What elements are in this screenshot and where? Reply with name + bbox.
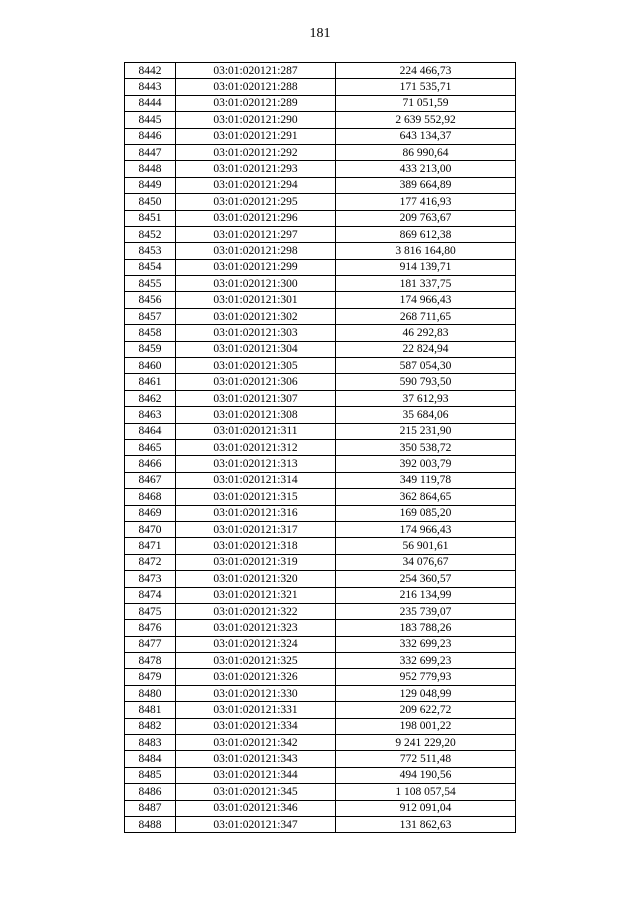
table-row <box>125 653 516 669</box>
table-row <box>125 816 516 832</box>
table-body <box>125 63 516 833</box>
cadastral-value-cell: 56 901,61 <box>336 538 516 554</box>
row-number-cell: 8466 <box>125 456 176 472</box>
cadastral-number-cell: 03:01:020121:326 <box>176 669 336 685</box>
cadastral-value-cell: 268 711,65 <box>336 308 516 324</box>
table-row <box>125 210 516 226</box>
row-number-cell: 8483 <box>125 735 176 751</box>
cadastral-value-cell: 1 108 057,54 <box>336 784 516 800</box>
cadastral-number-cell: 03:01:020121:314 <box>176 472 336 488</box>
row-number-cell: 8442 <box>125 63 176 79</box>
row-number-cell: 8445 <box>125 112 176 128</box>
cadastral-number-cell: 03:01:020121:291 <box>176 128 336 144</box>
row-number-cell: 8468 <box>125 489 176 505</box>
row-number-cell: 8450 <box>125 194 176 210</box>
cadastral-value-cell: 22 824,94 <box>336 341 516 357</box>
row-number-cell: 8464 <box>125 423 176 439</box>
table-row <box>125 784 516 800</box>
cadastral-number-cell: 03:01:020121:299 <box>176 259 336 275</box>
table-row <box>125 718 516 734</box>
row-number-cell: 8463 <box>125 407 176 423</box>
cadastral-number-cell: 03:01:020121:300 <box>176 276 336 292</box>
cadastral-value-cell: 235 739,07 <box>336 603 516 619</box>
cadastral-number-cell: 03:01:020121:315 <box>176 489 336 505</box>
row-number-cell: 8470 <box>125 521 176 537</box>
row-number-cell: 8488 <box>125 816 176 832</box>
table-row <box>125 505 516 521</box>
cadastral-value-cell: 587 054,30 <box>336 358 516 374</box>
table-row <box>125 685 516 701</box>
row-number-cell: 8457 <box>125 308 176 324</box>
cadastral-value-cell: 349 119,78 <box>336 472 516 488</box>
row-number-cell: 8456 <box>125 292 176 308</box>
cadastral-value-cell: 131 862,63 <box>336 816 516 832</box>
cadastral-number-cell: 03:01:020121:303 <box>176 325 336 341</box>
cadastral-value-cell: 590 793,50 <box>336 374 516 390</box>
table-row <box>125 735 516 751</box>
cadastral-number-cell: 03:01:020121:296 <box>176 210 336 226</box>
cadastral-number-cell: 03:01:020121:323 <box>176 620 336 636</box>
row-number-cell: 8481 <box>125 702 176 718</box>
cadastral-number-cell: 03:01:020121:313 <box>176 456 336 472</box>
table-row <box>125 800 516 816</box>
table-row <box>125 538 516 554</box>
cadastral-number-cell: 03:01:020121:306 <box>176 374 336 390</box>
cadastral-value-cell: 869 612,38 <box>336 226 516 242</box>
table-row <box>125 161 516 177</box>
row-number-cell: 8444 <box>125 95 176 111</box>
row-number-cell: 8482 <box>125 718 176 734</box>
cadastral-number-cell: 03:01:020121:324 <box>176 636 336 652</box>
cadastral-value-cell: 209 763,67 <box>336 210 516 226</box>
cadastral-number-cell: 03:01:020121:304 <box>176 341 336 357</box>
cadastral-value-cell: 254 360,57 <box>336 571 516 587</box>
table-row <box>125 390 516 406</box>
row-number-cell: 8484 <box>125 751 176 767</box>
table-row <box>125 489 516 505</box>
cadastral-value-cell: 174 966,43 <box>336 521 516 537</box>
cadastral-number-cell: 03:01:020121:307 <box>176 390 336 406</box>
cadastral-number-cell: 03:01:020121:288 <box>176 79 336 95</box>
table-row <box>125 341 516 357</box>
row-number-cell: 8485 <box>125 767 176 783</box>
cadastral-value-cell: 3 816 164,80 <box>336 243 516 259</box>
cadastral-number-cell: 03:01:020121:334 <box>176 718 336 734</box>
cadastral-number-cell: 03:01:020121:295 <box>176 194 336 210</box>
cadastral-number-cell: 03:01:020121:289 <box>176 95 336 111</box>
table-row <box>125 292 516 308</box>
cadastral-value-cell: 177 416,93 <box>336 194 516 210</box>
table-row <box>125 521 516 537</box>
cadastral-value-cell: 224 466,73 <box>336 63 516 79</box>
table-row <box>125 95 516 111</box>
cadastral-number-cell: 03:01:020121:293 <box>176 161 336 177</box>
row-number-cell: 8461 <box>125 374 176 390</box>
cadastral-value-cell: 209 622,72 <box>336 702 516 718</box>
row-number-cell: 8478 <box>125 653 176 669</box>
table-row <box>125 243 516 259</box>
row-number-cell: 8479 <box>125 669 176 685</box>
cadastral-number-cell: 03:01:020121:330 <box>176 685 336 701</box>
cadastral-value-cell: 332 699,23 <box>336 636 516 652</box>
row-number-cell: 8477 <box>125 636 176 652</box>
cadastral-value-cell: 643 134,37 <box>336 128 516 144</box>
cadastral-number-cell: 03:01:020121:316 <box>176 505 336 521</box>
cadastral-number-cell: 03:01:020121:302 <box>176 308 336 324</box>
row-number-cell: 8449 <box>125 177 176 193</box>
cadastral-number-cell: 03:01:020121:319 <box>176 554 336 570</box>
row-number-cell: 8452 <box>125 226 176 242</box>
table-row <box>125 456 516 472</box>
cadastral-value-cell: 332 699,23 <box>336 653 516 669</box>
table-row <box>125 571 516 587</box>
table-row <box>125 669 516 685</box>
table-row <box>125 308 516 324</box>
row-number-cell: 8469 <box>125 505 176 521</box>
table-row <box>125 587 516 603</box>
cadastral-number-cell: 03:01:020121:312 <box>176 439 336 455</box>
cadastral-number-cell: 03:01:020121:325 <box>176 653 336 669</box>
table-row <box>125 702 516 718</box>
row-number-cell: 8472 <box>125 554 176 570</box>
row-number-cell: 8454 <box>125 259 176 275</box>
cadastral-value-cell: 2 639 552,92 <box>336 112 516 128</box>
cadastral-value-cell: 215 231,90 <box>336 423 516 439</box>
cadastral-number-cell: 03:01:020121:318 <box>176 538 336 554</box>
row-number-cell: 8458 <box>125 325 176 341</box>
row-number-cell: 8460 <box>125 358 176 374</box>
page-number: 181 <box>309 26 331 41</box>
row-number-cell: 8446 <box>125 128 176 144</box>
table-row <box>125 620 516 636</box>
row-number-cell: 8476 <box>125 620 176 636</box>
table-row <box>125 128 516 144</box>
cadastral-number-cell: 03:01:020121:297 <box>176 226 336 242</box>
cadastral-number-cell: 03:01:020121:305 <box>176 358 336 374</box>
table-row <box>125 358 516 374</box>
table-row <box>125 259 516 275</box>
table-row <box>125 407 516 423</box>
cadastral-value-cell: 46 292,83 <box>336 325 516 341</box>
table-row <box>125 423 516 439</box>
cadastral-number-cell: 03:01:020121:346 <box>176 800 336 816</box>
cadastral-number-cell: 03:01:020121:298 <box>176 243 336 259</box>
table-row <box>125 112 516 128</box>
cadastral-value-cell: 952 779,93 <box>336 669 516 685</box>
table-row <box>125 177 516 193</box>
row-number-cell: 8447 <box>125 144 176 160</box>
cadastral-value-cell: 34 076,67 <box>336 554 516 570</box>
cadastral-value-cell: 350 538,72 <box>336 439 516 455</box>
cadastral-number-cell: 03:01:020121:344 <box>176 767 336 783</box>
row-number-cell: 8443 <box>125 79 176 95</box>
cadastral-value-cell: 914 139,71 <box>336 259 516 275</box>
cadastral-number-cell: 03:01:020121:292 <box>176 144 336 160</box>
table-row <box>125 144 516 160</box>
cadastral-value-cell: 86 990,64 <box>336 144 516 160</box>
table-row <box>125 472 516 488</box>
cadastral-value-cell: 494 190,56 <box>336 767 516 783</box>
cadastral-value-cell: 198 001,22 <box>336 718 516 734</box>
cadastral-number-cell: 03:01:020121:301 <box>176 292 336 308</box>
table-row <box>125 636 516 652</box>
cadastral-number-cell: 03:01:020121:342 <box>176 735 336 751</box>
row-number-cell: 8451 <box>125 210 176 226</box>
row-number-cell: 8480 <box>125 685 176 701</box>
row-number-cell: 8471 <box>125 538 176 554</box>
cadastral-value-cell: 216 134,99 <box>336 587 516 603</box>
table-row <box>125 767 516 783</box>
row-number-cell: 8465 <box>125 439 176 455</box>
cadastral-value-cell: 9 241 229,20 <box>336 735 516 751</box>
row-number-cell: 8467 <box>125 472 176 488</box>
cadastral-value-cell: 171 535,71 <box>336 79 516 95</box>
table-row <box>125 554 516 570</box>
cadastral-value-cell: 362 864,65 <box>336 489 516 505</box>
cadastral-value-cell: 389 664,89 <box>336 177 516 193</box>
cadastral-value-cell: 912 091,04 <box>336 800 516 816</box>
cadastral-number-cell: 03:01:020121:317 <box>176 521 336 537</box>
cadastral-value-cell: 37 612,93 <box>336 390 516 406</box>
row-number-cell: 8473 <box>125 571 176 587</box>
cadastral-value-cell: 392 003,79 <box>336 456 516 472</box>
row-number-cell: 8459 <box>125 341 176 357</box>
cadastral-number-cell: 03:01:020121:345 <box>176 784 336 800</box>
cadastral-value-cell: 35 684,06 <box>336 407 516 423</box>
cadastral-value-cell: 71 051,59 <box>336 95 516 111</box>
row-number-cell: 8462 <box>125 390 176 406</box>
cadastral-value-cell: 169 085,20 <box>336 505 516 521</box>
row-number-cell: 8486 <box>125 784 176 800</box>
cadastral-value-cell: 174 966,43 <box>336 292 516 308</box>
cadastral-number-cell: 03:01:020121:311 <box>176 423 336 439</box>
cadastral-number-cell: 03:01:020121:294 <box>176 177 336 193</box>
cadastral-number-cell: 03:01:020121:343 <box>176 751 336 767</box>
cadastral-number-cell: 03:01:020121:290 <box>176 112 336 128</box>
table-row <box>125 63 516 79</box>
table-row <box>125 276 516 292</box>
table-row <box>125 374 516 390</box>
table-row <box>125 439 516 455</box>
row-number-cell: 8475 <box>125 603 176 619</box>
cadastral-number-cell: 03:01:020121:308 <box>176 407 336 423</box>
cadastral-value-cell: 183 788,26 <box>336 620 516 636</box>
row-number-cell: 8474 <box>125 587 176 603</box>
row-number-cell: 8487 <box>125 800 176 816</box>
cadastral-value-cell: 181 337,75 <box>336 276 516 292</box>
table-row <box>125 194 516 210</box>
cadastral-number-cell: 03:01:020121:322 <box>176 603 336 619</box>
table-row <box>125 79 516 95</box>
cadastral-number-cell: 03:01:020121:287 <box>176 63 336 79</box>
row-number-cell: 8448 <box>125 161 176 177</box>
cadastral-number-cell: 03:01:020121:347 <box>176 816 336 832</box>
table-row <box>125 751 516 767</box>
cadastral-number-cell: 03:01:020121:331 <box>176 702 336 718</box>
cadastral-value-cell: 772 511,48 <box>336 751 516 767</box>
row-number-cell: 8453 <box>125 243 176 259</box>
row-number-cell: 8455 <box>125 276 176 292</box>
cadastral-number-cell: 03:01:020121:320 <box>176 571 336 587</box>
cadastral-number-cell: 03:01:020121:321 <box>176 587 336 603</box>
cadastral-value-table <box>124 62 516 833</box>
table-row <box>125 603 516 619</box>
table-row <box>125 226 516 242</box>
cadastral-value-cell: 433 213,00 <box>336 161 516 177</box>
table-row <box>125 325 516 341</box>
cadastral-value-cell: 129 048,99 <box>336 685 516 701</box>
